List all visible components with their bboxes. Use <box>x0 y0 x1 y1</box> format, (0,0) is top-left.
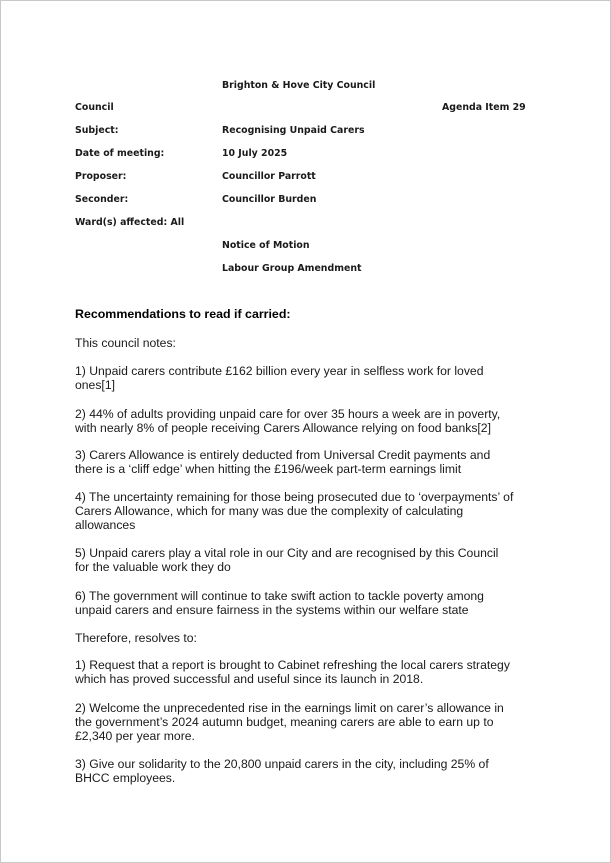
note-item: 6) The government will continue to take swift action to tackle poverty among unpaid carers and ensure fairness in the systems within our welfare state <box>75 589 484 617</box>
resolve-item: 1) Request that a report is brought to Cabinet refreshing the local carers strategy which has proved successful and useful since its launch in 2018. <box>75 658 510 686</box>
agenda-item: Agenda Item 29 <box>442 102 526 113</box>
note-item: 2) 44% of adults providing unpaid care for over 35 hours a week are in poverty, with nearly 8% of people receiving Carers Allowance relying on food banks[2] <box>75 407 501 435</box>
recommendations-title: Recommendations to read if carried: <box>75 307 291 321</box>
proposer-label: Proposer: <box>75 171 127 182</box>
subject-value: Recognising Unpaid Carers <box>222 125 365 136</box>
notice-of-motion: Notice of Motion <box>222 240 310 251</box>
note-item: 4) The uncertainty remaining for those being prosecuted due to ‘overpayments’ of Carers Allowance, which for many was due the complexity of calculating allowances <box>75 490 514 532</box>
proposer-value: Councillor Parrott <box>222 171 316 182</box>
resolve-item: 2) Welcome the unprecedented rise in the earnings limit on carer’s allowance in the government’s 2024 autumn budget, meaning carers are able to earn up to £2,340 per year more. <box>75 701 504 743</box>
wards-affected: Ward(s) affected: All <box>75 217 185 228</box>
date-label: Date of meeting: <box>75 148 165 159</box>
committee-label: Council <box>75 102 114 113</box>
note-item: 1) Unpaid carers contribute £162 billion every year in selfless work for loved ones[1] <box>75 364 484 392</box>
amendment-title: Labour Group Amendment <box>222 263 362 274</box>
resolve-item: 3) Give our solidarity to the 20,800 unpaid carers in the city, including 25% of BHCC employees. <box>75 757 489 785</box>
organisation-name: Brighton & Hove City Council <box>222 80 376 91</box>
date-value: 10 July 2025 <box>222 148 288 159</box>
resolves-intro: Therefore, resolves to: <box>75 631 197 645</box>
seconder-value: Councillor Burden <box>222 194 317 205</box>
notes-intro: This council notes: <box>75 336 176 350</box>
subject-label: Subject: <box>75 125 119 136</box>
seconder-label: Seconder: <box>75 194 129 205</box>
note-item: 3) Carers Allowance is entirely deducted from Universal Credit payments and there is a ‘cliff edge’ when hitting the £196/week part-term earnings limit <box>75 448 491 476</box>
note-item: 5) Unpaid carers play a vital role in our City and are recognised by this Council for the valuable work they do <box>75 546 499 574</box>
